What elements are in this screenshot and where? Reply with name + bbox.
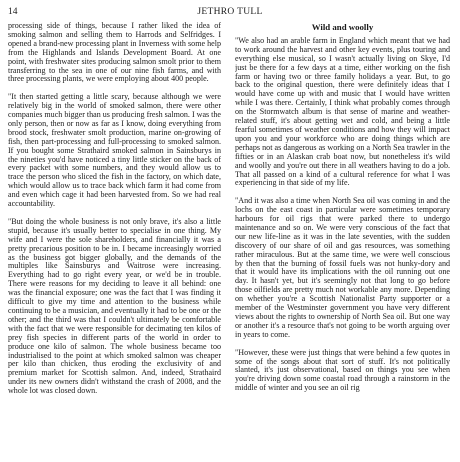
- right-paragraph-2: "And it was also a time when North Sea oil was coming in and the lochs on the east coast in particular were sometimes temporary harbours for oil rigs that were parked there to undergo maintenance and so on. We were very conscious of the fact that our new life-line as it was in the late seventies, with the sudden discovery of our share of oil and gas resources, was something rather miraculous. But at the same time, we were well conscious by then that the burning of fossil fuels was not hunky-dory and that it would have its implications with the oil running out one day. It hasn't yet, but it's seemingly not that long to go before those oilfields are pretty much not workable any more. Depending on whether you're a Scottish Nationalist Party supporter or a member of the Westminster government you have very different views about the rights to ownership of North Sea oil. But one way or another it's a resource that's not going to be worth arguing over in years to come.: [235, 196, 450, 339]
- page-header: [8, 4, 452, 20]
- left-paragraph-1: processing side of things, because I rather liked the idea of smoking salmon and selling them to Harrods and Selfridges. I opened a brand-new processing plant in Inverness with some help from the Highlands and Islands Development Board. At one point, with freshwater sites producing salmon smolt prior to them transferring to the sea in one of our nine fish farms, and with three processing plants, we were employing about 400 people.: [8, 22, 221, 84]
- right-paragraph-1: "We also had an arable farm in England which meant that we had to work around the harvest and other key events, plus touring and everything else musical, so I wasn't actually living on Skye, I'd just be there for a few days at a time, either working on the fish farm or having two or three family holidays a year. But, to go back to the original question, there were definitely ideas that I would have come up with and music that I would have written while I was there. Certainly, I think what probably comes through on the Stormwatch album is that sense of marine and weather-related stuff, it's about getting wet and cold, and being a little fearful sometimes of weather conditions and how they will impact upon you and your workforce who are doing things which are perhaps not as dangerous as working on a North Sea trawler in the fifties or in an Alaskan crab boat now, but nonetheless it's wild and woolly and you're out there in all weathers having to do a job. That all passed on a kind of a cultural reference for what I was experiencing in that side of my life.: [235, 35, 450, 188]
- page-number: 14: [8, 7, 18, 17]
- left-paragraph-3: "But doing the whole business is not only brave, it's also a little stupid, because it's usually better to specialise in one thing. My wife and I were the sole shareholders, and financially it was a pretty precarious position to be in. I became increasingly worried as the business got bigger globally, and the demands of the multiples like Sainsburys and Waitrose were increasing. Everything had to go right every year, or we'd be in trouble. There were reasons for my deciding to leave it all behind: one was the financial exposure; one was the fact that I was finding it difficult to give my time and attention to the business while continuing to be a musician, and eventually it had to be one or the other; and the third was that I couldn't ultimately be comfortable with the fact that we were responsible for decimating ten kilos of prey fish species in different parts of the world in order to produce one kilo of salmon. The whole business became too industrialised to the point at which smoked salmon was cheaper per kilo than chicken, thus eroding the exclusivity of and premium market for Scottish salmon. And, indeed, Strathaird under its new owners didn't withstand the crash of 2008, and the whole lot was closed down.: [8, 216, 221, 396]
- left-paragraph-2: "It then started getting a little scary, because although we were relatively big in the world of smoked salmon, there were other companies much bigger than us producing fresh salmon. I was the only person, then or now as far as I know, doing everything from brood stock, freshwater smolt production, marine on-growing of fish, then part-processing and full-processing to smoked salmon. If you bought some Strathaird smoked salmon in Sainsburys in the nineties you'd have noticed a tiny little sticker on the back of every packet with some numbers, and they would allow us to trace the person who sliced the fish in the factory, on which date, which would allow us to trace back which farm it had come from and even which cage it had been harvested from. So we had real accountability.: [8, 92, 221, 209]
- right-column: [235, 22, 450, 458]
- right-paragraph-3: "However, these were just things that were behind a few quotes in some of the songs about that sort of stuff. It's not politically slanted, it's just observational, based on things you see when you're driving down some coastal road through a rainstorm in the middle of winter and you see an oil rig: [235, 347, 450, 393]
- left-column: [8, 22, 221, 458]
- section-title: Wild and woolly: [311, 22, 374, 32]
- running-title: JETHRO TULL: [197, 7, 263, 17]
